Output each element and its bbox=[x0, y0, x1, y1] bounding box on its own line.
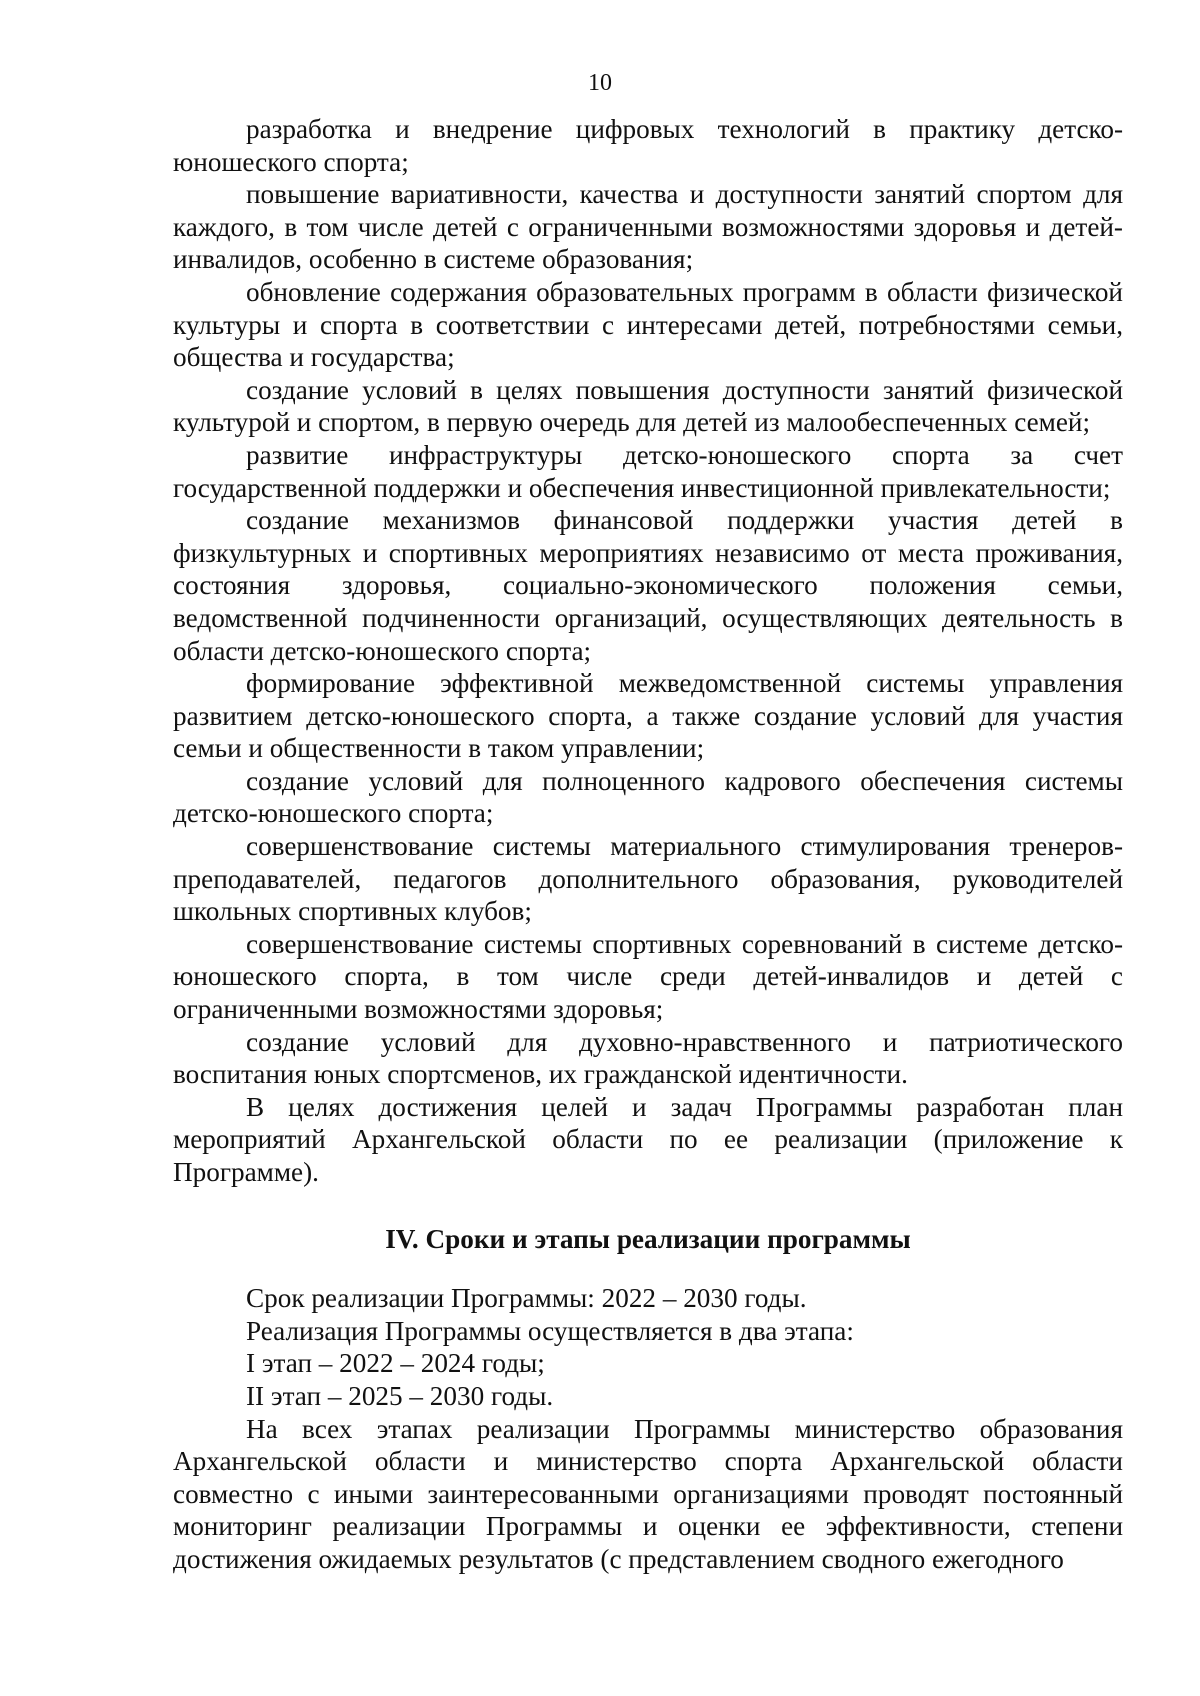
task-paragraph: формирование эффективной межведомственной системы управления развитием детско-юношеского спорта, а также создание условий для участия семьи и общественности в таком управлении; bbox=[173, 668, 1123, 764]
task-paragraph: совершенствование системы спортивных соревнований в системе детско-юношеского спорта, в том числе среди детей-инвалидов и детей с ограниченными возможностями здоровья; bbox=[173, 928, 1123, 1025]
page-body bbox=[173, 113, 1123, 1576]
stage-2-line: II этап – 2025 – 2030 годы. bbox=[246, 1380, 554, 1411]
task-paragraph: совершенствование системы материального стимулирования тренеров-преподавателей, педагогов дополнительного образования, руководителей школьных спортивных клубов; bbox=[173, 831, 1123, 927]
task-paragraph: создание условий в целях повышения доступности занятий физической культурой и спортом, в первую очередь для детей из малообеспеченных семей; bbox=[173, 374, 1123, 438]
task-paragraph: развитие инфраструктуры детско-юношеского спорта за счет государственной поддержки и обеспечения инвестиционной привлекательности; bbox=[173, 439, 1123, 503]
term-line: Срок реализации Программы: 2022 – 2030 годы. bbox=[246, 1283, 807, 1314]
task-paragraph: создание условий для духовно-нравственного и патриотического воспитания юных спортсменов, их гражданской идентичности. bbox=[173, 1026, 1123, 1090]
task-paragraph: разработка и внедрение цифровых технологий в практику детско-юношеского спорта; bbox=[173, 114, 1123, 177]
task-paragraph: создание условий для полноценного кадрового обеспечения системы детско-юношеского спорта; bbox=[173, 765, 1123, 829]
section-heading: IV. Сроки и этапы реализации программы bbox=[385, 1223, 911, 1254]
task-paragraph: обновление содержания образовательных программ в области физической культуры и спорта в соответствии с интересами детей, потребностями семьи, общества и государства; bbox=[173, 276, 1123, 373]
task-paragraph: создание механизмов финансовой поддержки участия детей в физкультурных и спортивных мероприятиях независимо от места проживания, состояния здоровья, социально-экономического положения семьи, ведомственной подчиненности организаций, осуществляющих деятельность в области детско-юношеского спорта; bbox=[173, 505, 1123, 666]
plan-paragraph: В целях достижения целей и задач Программы разработан план мероприятий Архангельской области по ее реализации (приложение к Программе). bbox=[173, 1091, 1123, 1187]
stage-1-line: I этап – 2022 – 2024 годы; bbox=[246, 1348, 545, 1379]
stages-line: Реализация Программы осуществляется в два этапа: bbox=[246, 1315, 854, 1346]
page-number: 10 bbox=[588, 70, 612, 96]
task-paragraph: повышение вариативности, качества и доступности занятий спортом для каждого, в том числе детей с ограниченными возможностями здоровья и детей-инвалидов, особенно в системе образования; bbox=[173, 179, 1123, 275]
monitoring-paragraph: На всех этапах реализации Программы министерство образования Архангельской области и министерство спорта Архангельской области совместно с иными заинтересованными организациями проводят постоянный мониторинг реализации Программы и оценки ее эффективности, степени достижения ожидаемых результатов (с представлением сводного ежегодного bbox=[173, 1413, 1123, 1574]
